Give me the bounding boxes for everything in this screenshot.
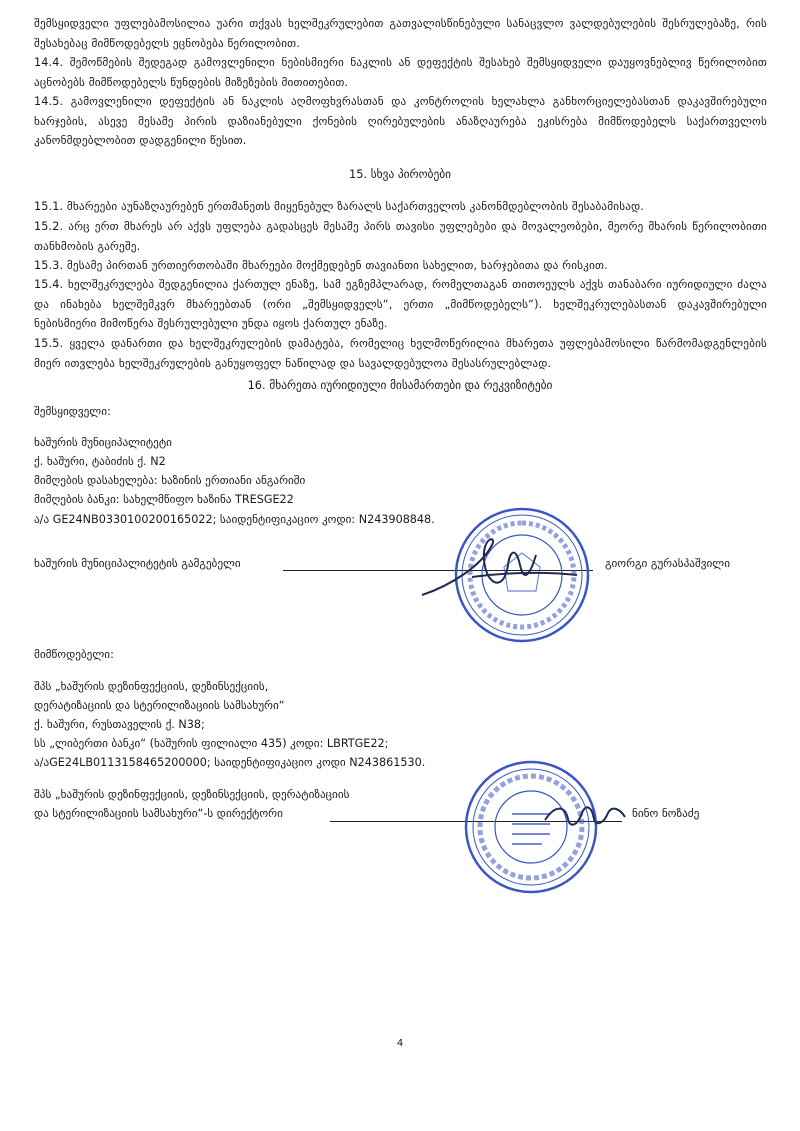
paragraph-15-4: 15.4. ხელშეკრულება შედგენილია ქართულ ენაზე, სამ ეგზემპლარად, რომელთაგან თითოეულს აქვს თანაბარი იურიდიული ძალა და ინახება ხელშემკვრ მხარეებთან (ორი „შემსყიდველს“, ერთი „მიმწოდებელს“). ხელშეკრულებასთან დაკავშირებული ნებისმიერი მიმოწერა შესრულებული უნდა იყოს ქართულ ენაზე. (34, 278, 767, 331)
supplier-line: შპს „ხაშურის დეზინფექციის, დეზინსექციის, (34, 680, 269, 693)
supplier-label: მიმწოდებელი: (34, 648, 114, 661)
section-16-title: 16. მხარეთა იურიდიული მისამართები და რეკვიზიტები (247, 378, 553, 392)
buyer-signature (412, 525, 582, 615)
supplier-line: ა/აGE24LB0113158465200000; საიდენტიფიკაციო კოდი N243861530. (34, 756, 426, 769)
buyer-signer-name: გიორგი გურასპაშვილი (605, 557, 730, 570)
paragraph-14-4: 14.4. შემოწმების შედეგად გამოვლენილი ნებისმიერი ნაკლის ან დეფექტის შესახებ შემსყიდველი დაუყოვნებლივ წერილობით აცნობებს მიმწოდებელს წუნდების მიზეზების მითითებით. (34, 56, 767, 89)
buyer-signer-title: ხაშურის მუნიციპალიტეტის გამგებელი (34, 557, 241, 570)
buyer-line: ხაშურის მუნიციპალიტეტი (34, 436, 172, 449)
paragraph-15-1: 15.1. მხარეები აუნაზღაურებენ ერთმანეთს მიყენებულ ზარალს საქართველოს კანონმდებლობის შესაბამისად. (34, 200, 645, 213)
paragraph-14-3-continued: შემსყიდველი უფლებამოსილია უარი თქვას ხელშეკრულებით გათვალისწინებული სანაცვლო ვალდებულების შესრულებაზე, რის შესახებაც მიმწოდებელს ეცნობება წერილობით. (34, 17, 767, 50)
paragraph-15-2: 15.2. არც ერთ მხარეს არ აქვს უფლება გადასცეს მესამე პირს თავისი უფლებები და მოვალეობები, მეორე მხარის წერილობითი თანხმობის გარეშე. (34, 220, 767, 253)
supplier-signer-title: შპს „ხაშურის დეზინფექციის, დეზინსექციის, დერატიზაციის (34, 788, 350, 801)
paragraph-14-5: 14.5. გამოვლენილი დეფექტის ან ნაკლის აღმოფხვრასთან და კონტროლის ხელახლა განხორციელებასთან დაკავშირებული ხარჯების, ასევე მესამე პირის დაზიანებული ქონების ღირებულების ანაზღაურება ეკისრება მიმწოდებელს საქართველოს კანონმდებლობით დადგენილი წესით. (34, 95, 767, 148)
supplier-line: ქ. ხაშური, რუსთაველის ქ. N38; (34, 718, 205, 731)
buyer-line: ა/ა GE24NB0330100200165022; საიდენტიფიკაციო კოდი: N243908848. (34, 513, 435, 526)
page-number: 4 (396, 1038, 404, 1049)
supplier-line: დერატიზაციის და სტერილიზაციის სამსახური“ (34, 699, 285, 712)
buyer-label: შემსყიდველი: (34, 405, 111, 418)
buyer-line: მიმღების დასახელება: ხაზინის ერთიანი ანგარიში (34, 474, 306, 487)
supplier-line: სს „ლიბერთი ბანკი“ (ხაშურის ფილიალი 435) კოდი: LBRTGE22; (34, 737, 389, 750)
buyer-line: ქ. ხაშური, ტაბიძის ქ. N2 (34, 455, 166, 468)
section-15-title: 15. სხვა პირობები (348, 167, 452, 181)
buyer-line: მიმღების ბანკი: სახელმწიფო ხაზინა TRESGE22 (34, 493, 294, 506)
supplier-signer-name: ნინო ნოზაძე (632, 807, 700, 820)
supplier-signer-title: და სტერილიზაციის სამსახური“-ს დირექტორი (34, 807, 283, 820)
supplier-signature (540, 795, 630, 835)
paragraph-15-5: 15.5. ყველა დანართი და ხელშეკრულების დამატება, რომელიც ხელმოწერილია მხარეთა უფლებამოსილი წარმომადგენლების მიერ ითვლება ხელშეკრულების განუყოფელ ნაწილად და სავალდებულოა შესასრულებლად. (34, 337, 767, 370)
paragraph-15-3: 15.3. მესამე პირთან ურთიერთობაში მხარეები მოქმედებენ თავიანთი სახელით, ხარჯებითა და რისკით. (34, 259, 608, 272)
